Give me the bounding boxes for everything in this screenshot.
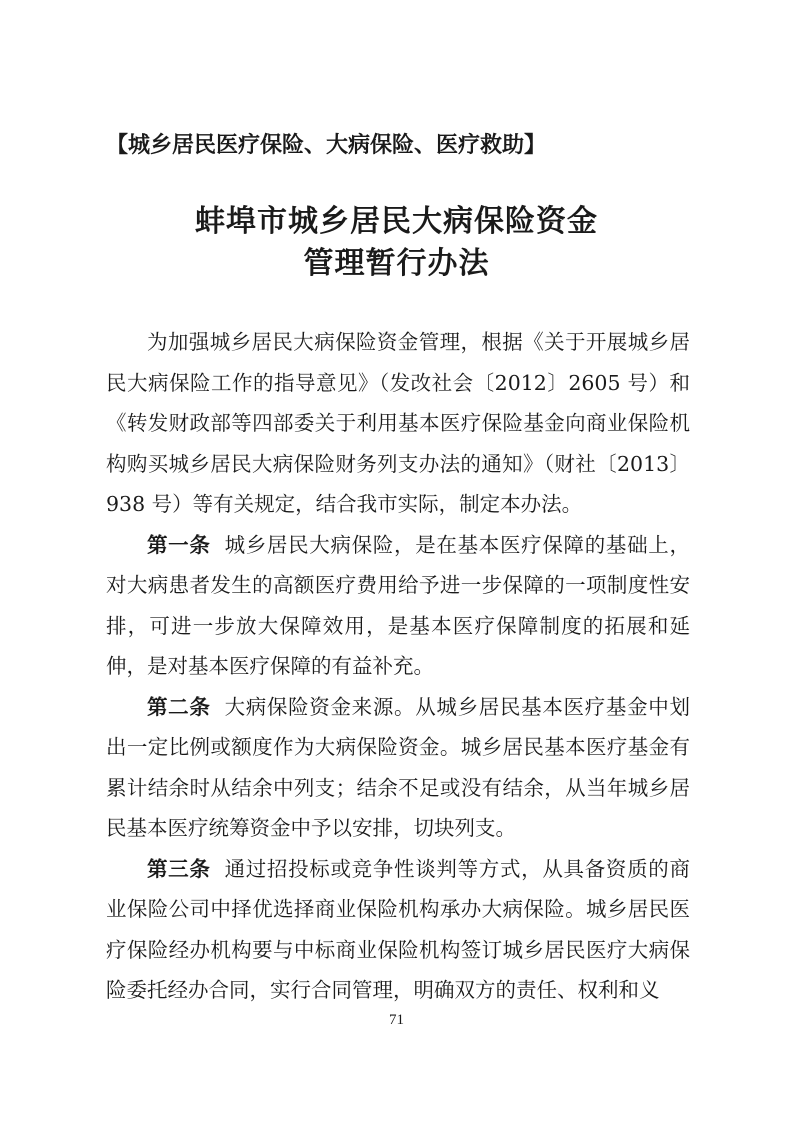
intro-paragraph: 为加强城乡居民大病保险资金管理，根据《关于开展城乡居民大病保险工作的指导意见》（发改社会〔2012〕2605 号）和《转发财政部等四部委关于利用基本医疗保险基金向商业保险机构购买城乡居民大病保险财务列支办法的通知》（财社〔2013〕938 号）等有关规定，结合我市实际，制定本办法。	[106, 330, 690, 516]
article-2-text: 大病保险资金来源。从城乡居民基本医疗基金中划出一定比例或额度作为大病保险资金。城乡居民基本医疗基金有累计结余时从结余中列支；结余不足或没有结余，从当年城乡居民基本医疗统筹资金中予以安排，切块列支。	[106, 694, 690, 840]
article-1-label: 第一条	[147, 532, 211, 557]
document-title-line-1: 蚌埠市城乡居民大病保险资金	[195, 204, 598, 239]
article-1	[106, 525, 690, 687]
document-title-line-2: 管理暂行办法	[303, 246, 490, 281]
article-2-label: 第二条	[147, 694, 211, 719]
document-body	[106, 322, 690, 1011]
article-2	[106, 687, 690, 849]
article-3-text: 通过招投标或竞争性谈判等方式，从具备资质的商业保险公司中择优选择商业保险机构承办大病保险。城乡居民医疗保险经办机构要与中标商业保险机构签订城乡居民医疗大病保险委托经办合同，实行合同管理，明确双方的责任、权利和义	[106, 856, 690, 1002]
page-number: 71	[389, 1012, 404, 1028]
article-3	[106, 849, 690, 1011]
article-3-label: 第三条	[147, 856, 211, 881]
article-1-text: 城乡居民大病保险，是在基本医疗保障的基础上，对大病患者发生的高额医疗费用给予进一步保障的一项制度性安排，可进一步放大保障效用，是基本医疗保障制度的拓展和延伸，是对基本医疗保障的有益补充。	[106, 532, 690, 678]
section-tag: 【城乡居民医疗保险、大病保险、医疗救助】	[106, 133, 547, 158]
